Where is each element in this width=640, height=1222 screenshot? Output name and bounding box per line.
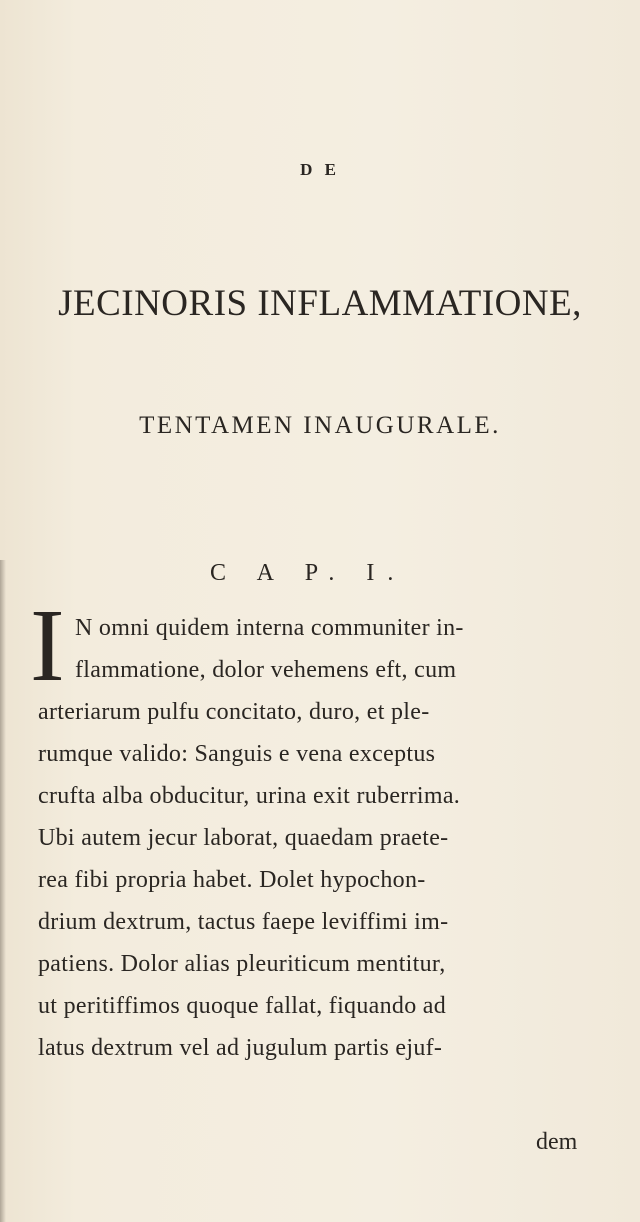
text-line: flammatione, dolor vehemens eft, cum bbox=[75, 657, 457, 683]
catchword: dem bbox=[536, 1129, 578, 1155]
page-title: JECINORIS INFLAMMATIONE, bbox=[58, 283, 582, 324]
text-line: crufta alba obducitur, urina exit ruberrima. bbox=[38, 783, 461, 809]
chapter-heading: C A P. I. bbox=[210, 560, 407, 586]
gutter-shadow bbox=[0, 560, 6, 1222]
text-line: N omni quidem interna communiter in- bbox=[75, 615, 464, 641]
heading-de: D E bbox=[300, 160, 340, 179]
text-line: Ubi autem jecur laborat, quaedam praete- bbox=[38, 825, 449, 851]
drop-cap: I bbox=[30, 604, 65, 688]
text-line: latus dextrum vel ad jugulum partis ejuf- bbox=[38, 1035, 443, 1061]
text-line: drium dextrum, tactus faepe leviffimi im- bbox=[38, 909, 449, 935]
text-line: arteriarum pulfu concitato, duro, et ple- bbox=[38, 699, 430, 725]
text-line: rea fibi propria habet. Dolet hypochon- bbox=[38, 867, 426, 893]
text-line: rumque valido: Sanguis e vena exceptus bbox=[38, 741, 436, 767]
page-subtitle: TENTAMEN INAUGURALE. bbox=[139, 412, 501, 439]
text-line: patiens. Dolor alias pleuriticum mentitur, bbox=[38, 951, 446, 977]
text-line: ut peritiffimos quoque fallat, fiquando ad bbox=[38, 993, 447, 1019]
